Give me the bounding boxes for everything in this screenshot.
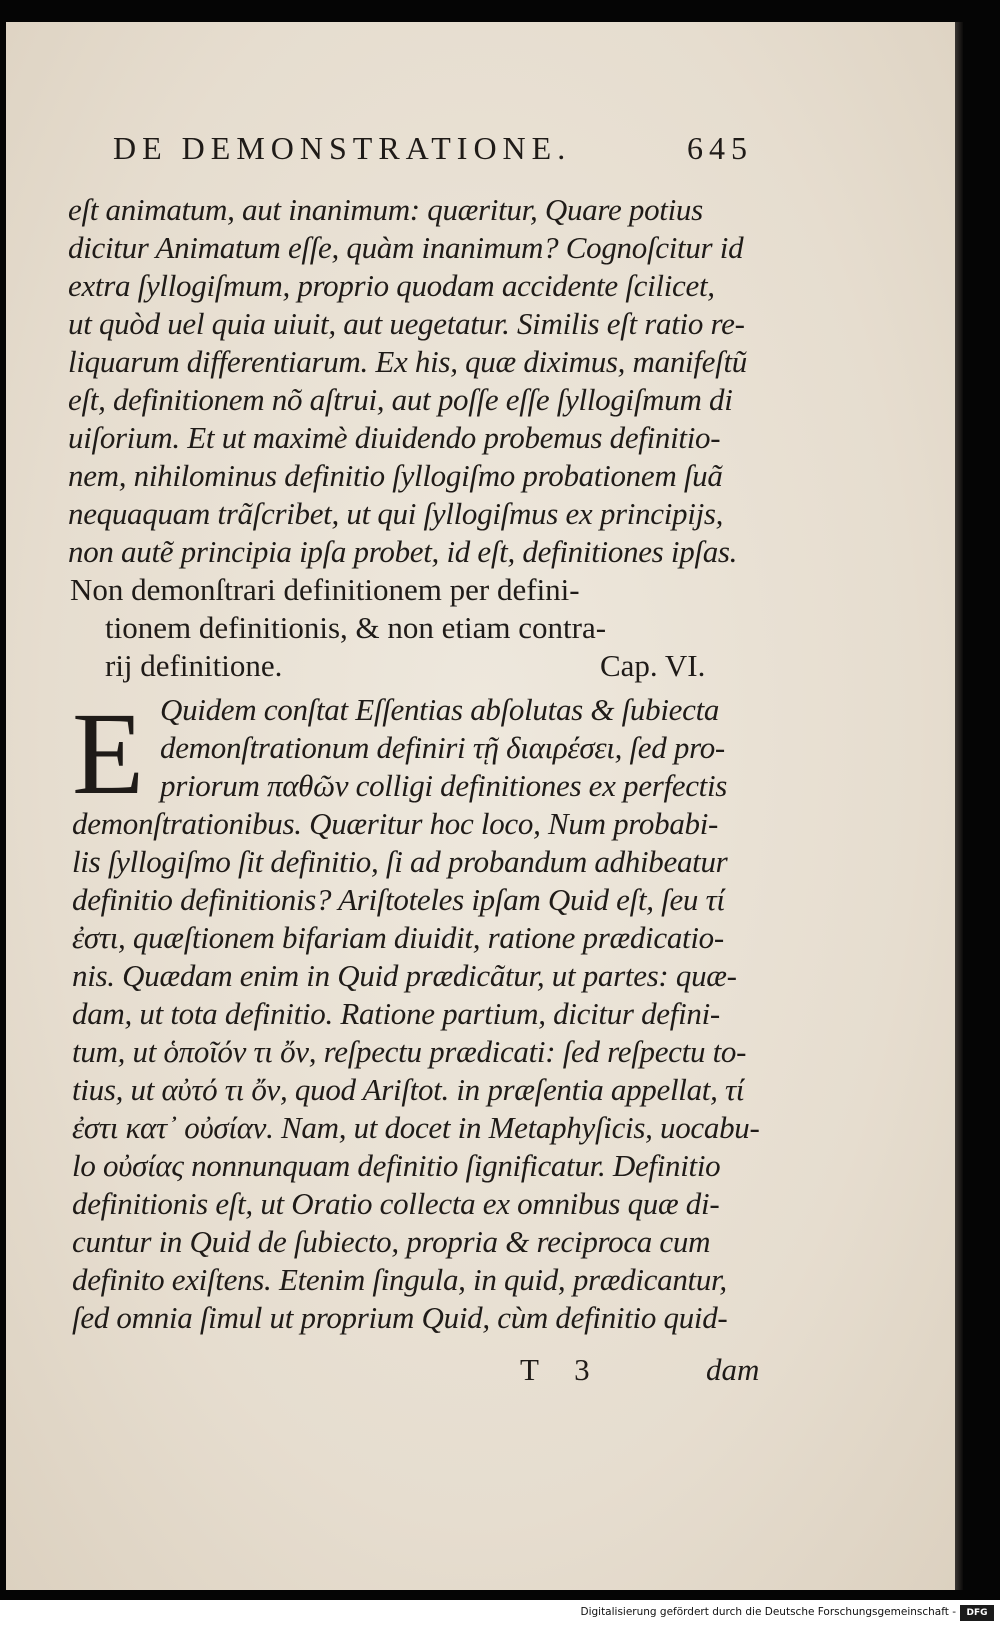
drop-capital: E xyxy=(72,688,145,819)
chapter-number: Cap. VI. xyxy=(600,648,706,683)
body-line: cuntur in Quid de ſubiecto, propria & reciproca cum xyxy=(72,1224,711,1259)
body-line: demonſtrationibus. Quæritur hoc loco, Num probabi- xyxy=(72,806,719,841)
signature-mark: T 3 xyxy=(520,1352,604,1387)
body-line: nis. Quædam enim in Quid prædicãtur, ut partes: quæ- xyxy=(72,958,737,993)
body-line: dicitur Animatum eſſe, quàm inanimum? Cognoſcitur id xyxy=(68,230,744,265)
body-line: dam, ut tota definitio. Ratione partium, dicitur defini- xyxy=(72,996,720,1031)
body-line: definito exiſtens. Etenim ſingula, in quid, prædicantur, xyxy=(72,1262,727,1297)
catchword: dam xyxy=(706,1352,760,1387)
chapter-heading-line-1: Non demonſtrari definitionem per defini- xyxy=(70,572,580,607)
dfg-logo-icon: DFG xyxy=(960,1605,994,1621)
body-line: lis ſyllogiſmo ſit definitio, ſi ad probandum adhibeatur xyxy=(72,844,728,879)
body-line: liquarum differentiarum. Ex his, quæ diximus, manifeſtũ xyxy=(68,344,747,379)
body-line: tius, ut αὐτό τι ὄν, quod Ariſtot. in præſentia appellat, τί xyxy=(72,1072,745,1107)
body-line: ut quòd uel quia uiuit, aut uegetatur. Similis eſt ratio re- xyxy=(68,306,745,341)
chapter-heading-line-2: tionem definitionis, & non etiam contra- xyxy=(105,610,607,645)
body-line: Quidem conſtat Eſſentias abſolutas & ſubiecta xyxy=(160,692,720,727)
body-line: nequaquam trãſcribet, ut qui ſyllogiſmus ex principijs, xyxy=(68,496,724,531)
body-line: lo οὐσίας nonnunquam definitio ſignificatur. Definitio xyxy=(72,1148,721,1183)
body-line: definitionis eſt, ut Oratio collecta ex omnibus quæ di- xyxy=(72,1186,720,1221)
body-line: uiſorium. Et ut maximè diuidendo probemus definitio- xyxy=(68,420,721,455)
running-title: DE DEMONSTRATIONE. xyxy=(113,130,572,166)
body-line: ἐστι κατ᾽ οὐσίαν. Nam, ut docet in Metaphyſicis, uocabu- xyxy=(72,1110,760,1145)
body-line: priorum παθῶν colligi definitiones ex perfectis xyxy=(160,768,728,803)
digitization-credit: Digitalisierung gefördert durch die Deutsche Forschungsgemeinschaft - xyxy=(580,1606,956,1618)
body-line: ἐστι, quæſtionem bifariam diuidit, ratione prædicatio- xyxy=(72,920,724,955)
body-line: eſt, definitionem nõ aſtrui, aut poſſe eſſe ſyllogiſmum di xyxy=(68,382,733,417)
body-line: definitio definitionis? Ariſtoteles ipſam Quid eſt, ſeu τί xyxy=(72,882,725,917)
body-line: eſt animatum, aut inanimum: quæritur, Quare potius xyxy=(68,192,703,227)
chapter-heading-line-3: rij definitione. xyxy=(105,648,283,683)
body-line: ſed omnia ſimul ut proprium Quid, cùm definitio quid- xyxy=(72,1300,728,1335)
body-line: non autẽ principia ipſa probet, id eſt, definitiones ipſas. xyxy=(68,534,738,569)
body-line: nem, nihilominus definitio ſyllogiſmo probationem ſuã xyxy=(68,458,723,493)
page-number: 645 xyxy=(687,130,753,166)
running-header xyxy=(113,130,753,167)
body-line: tum, ut ὁποῖόν τι ὄν, reſpectu prædicati: ſed reſpectu to- xyxy=(72,1034,747,1069)
body-line: extra ſyllogiſmum, proprio quodam accidente ſcilicet, xyxy=(68,268,715,303)
page-edge-shadow xyxy=(955,22,963,1590)
body-line: demonſtrationum definiri τῇ διαιρέσει, ſed pro- xyxy=(160,730,725,765)
